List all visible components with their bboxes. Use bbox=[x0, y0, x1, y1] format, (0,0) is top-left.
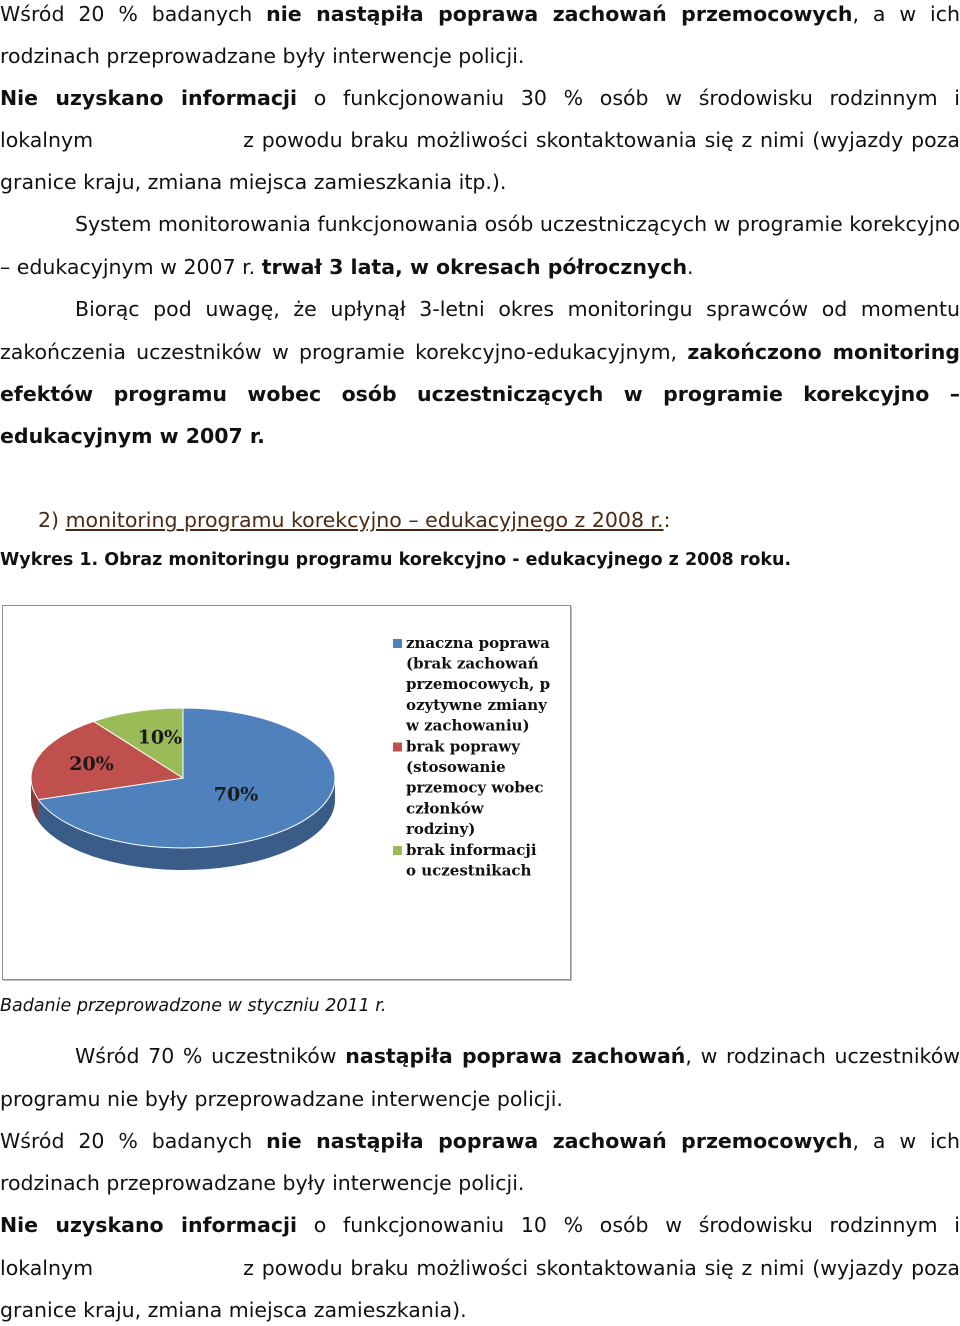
text-run: , a w ich bbox=[852, 2, 960, 26]
paragraph-line: rodzinach przeprowadzane były interwencje policji. bbox=[0, 1171, 525, 1195]
legend-label: brak poprawy bbox=[406, 737, 520, 756]
legend-label: brak informacji bbox=[406, 841, 537, 859]
legend-label: (brak zachowań bbox=[406, 654, 539, 673]
paragraph-line bbox=[0, 130, 960, 151]
bold-text: Nie uzyskano informacji bbox=[0, 1213, 298, 1237]
text-run: o funkcjonowaniu 10 % osób w środowisku rodzinnym i bbox=[297, 1213, 960, 1237]
paragraph-line bbox=[0, 1131, 960, 1152]
legend-label: przemocowych, p bbox=[406, 675, 551, 694]
section-suffix: : bbox=[663, 508, 671, 532]
text-run: , a w ich bbox=[852, 1129, 960, 1153]
section-heading bbox=[38, 510, 938, 531]
pie-chart-svg bbox=[3, 606, 570, 979]
legend-label: członków bbox=[406, 799, 484, 818]
bold-text: nie nastąpiła poprawa zachowań przemocowych bbox=[266, 1129, 853, 1153]
bold-text: Nie uzyskano informacji bbox=[0, 86, 298, 110]
section-number: 2) bbox=[38, 508, 60, 532]
paragraph-line bbox=[0, 1258, 960, 1279]
pie-slice-label: 20% bbox=[69, 753, 114, 776]
section-title: monitoring programu korekcyjno – edukacyjnego z 2008 r. bbox=[65, 508, 664, 532]
figure-caption: Wykres 1. Obraz monitoringu programu korekcyjno - edukacyjnego z 2008 roku. bbox=[0, 550, 792, 570]
pie-chart bbox=[2, 605, 571, 980]
paragraph-line: edukacyjnym w 2007 r. bbox=[0, 424, 265, 448]
text-run: Wśród 20 % badanych bbox=[0, 1129, 267, 1153]
paragraph-line: granice kraju, zmiana miejsca zamieszkania itp.). bbox=[0, 170, 507, 194]
legend-label: o uczestnikach bbox=[406, 861, 532, 880]
paragraph-line: Biorąc pod uwagę, że upłynął 3-letni okres monitoringu sprawców od momentu bbox=[75, 297, 960, 321]
legend-label: rodziny) bbox=[406, 819, 476, 838]
bold-text: nie nastąpiła poprawa zachowań przemocowych bbox=[266, 2, 853, 26]
legend-label: (stosowanie bbox=[406, 758, 506, 777]
bold-text: zakończono monitoring bbox=[687, 340, 960, 364]
text-run: Wśród 20 % badanych bbox=[0, 2, 267, 26]
paragraph-line: granice kraju, zmiana miejsca zamieszkania). bbox=[0, 1298, 467, 1322]
pie-plot bbox=[31, 708, 335, 870]
text-run: z powodu braku możliwości skontaktowania się z nimi (wyjazdy poza bbox=[243, 1256, 960, 1280]
text-run: – edukacyjnym w 2007 r. bbox=[0, 255, 262, 279]
paragraph-line bbox=[0, 4, 960, 25]
paragraph-line: rodzinach przeprowadzane były interwencje policji. bbox=[0, 44, 525, 68]
paragraph-line bbox=[0, 1046, 960, 1067]
legend-swatch bbox=[393, 639, 402, 648]
paragraph-line bbox=[0, 88, 960, 109]
legend-label: przemocy wobec bbox=[406, 778, 544, 797]
paragraph-line bbox=[0, 1215, 960, 1236]
legend-swatch bbox=[393, 743, 402, 752]
bold-text: nastąpiła poprawa zachowań bbox=[345, 1044, 686, 1068]
chart-legend bbox=[393, 634, 550, 880]
paragraph-line bbox=[0, 342, 960, 363]
legend-swatch bbox=[393, 846, 402, 855]
paragraph-line bbox=[0, 257, 960, 278]
text-run: o funkcjonowaniu 30 % osób w środowisku rodzinnym i bbox=[297, 86, 960, 110]
legend-label: znaczna poprawa bbox=[406, 634, 550, 652]
text-run: lokalnym bbox=[0, 128, 94, 152]
text-run: . bbox=[687, 255, 694, 279]
legend-label: ozytywne zmiany bbox=[406, 695, 547, 714]
paragraph-line: programu nie były przeprowadzane interwencje policji. bbox=[0, 1087, 563, 1111]
paragraph-line: System monitorowania funkcjonowania osób uczestniczących w programie korekcyjno bbox=[75, 212, 960, 236]
pie-slice-label: 10% bbox=[137, 726, 183, 749]
legend-label: w zachowaniu) bbox=[406, 716, 530, 735]
text-run: lokalnym bbox=[0, 1256, 94, 1280]
pie-slice-label: 70% bbox=[213, 783, 259, 806]
text-run: z powodu braku możliwości skontaktowania się z nimi (wyjazdy poza bbox=[243, 128, 960, 152]
source-note: Badanie przeprowadzone w styczniu 2011 r. bbox=[0, 996, 387, 1016]
bold-text: trwał 3 lata, w okresach półrocznych bbox=[261, 255, 688, 279]
text-run: Wśród 70 % uczestników bbox=[75, 1044, 346, 1068]
text-run: zakończenia uczestników w programie korekcyjno-edukacyjnym, bbox=[0, 340, 688, 364]
text-run: , w rodzinach uczestników bbox=[685, 1044, 960, 1068]
paragraph-line: efektów programu wobec osób uczestniczących w programie korekcyjno – bbox=[0, 382, 960, 406]
